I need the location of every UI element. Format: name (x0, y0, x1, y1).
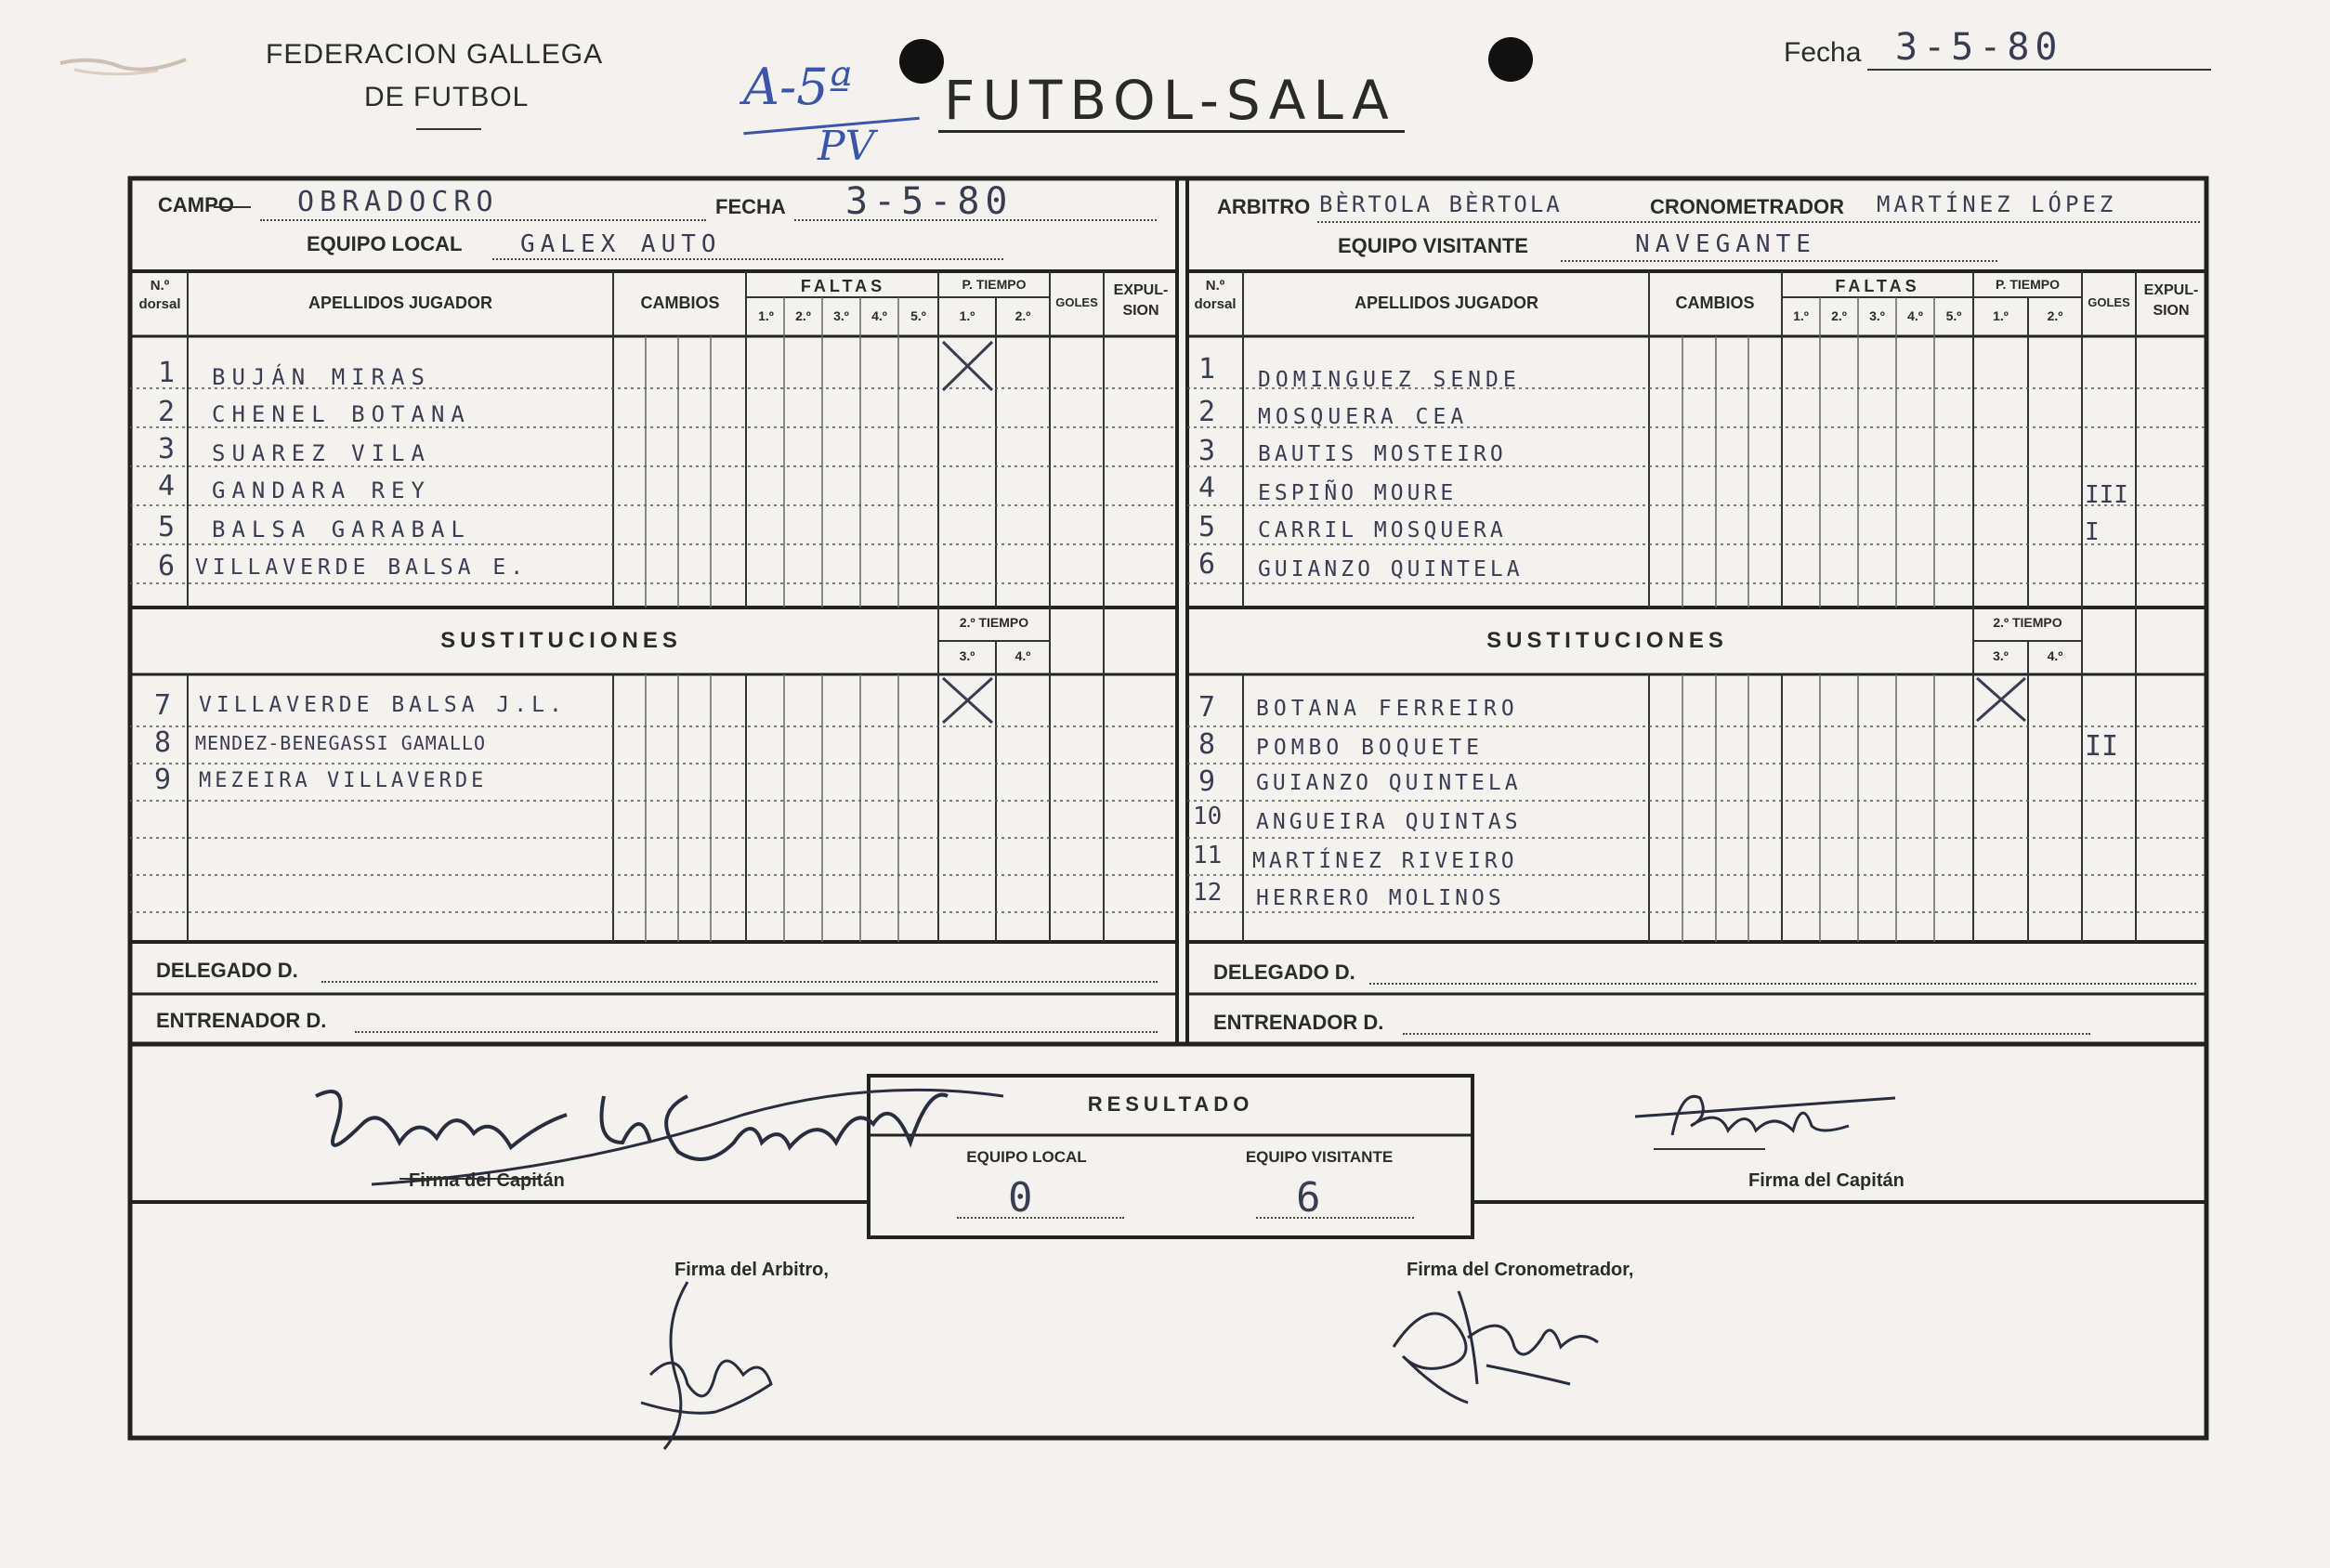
visitor-sub-number: 8 (1198, 728, 1216, 761)
cambios-header-visit: CAMBIOS (1675, 294, 1755, 312)
falta-4-header: 4.º (871, 308, 887, 323)
local-player-number: 6 (158, 550, 176, 582)
local-sub-number: 9 (154, 764, 172, 796)
visitor-sub-number: 7 (1198, 691, 1216, 724)
apellidos-header-visit: APELLIDOS JUGADOR (1354, 294, 1539, 312)
arbitro-value: BÈRTOLA BÈRTOLA (1319, 191, 1563, 217)
ptiempo-header-visit: P. TIEMPO (1996, 277, 2060, 292)
delegado-label-visit: DELEGADO D. (1213, 960, 1355, 984)
local-player-name: BALSA GARABAL (212, 516, 471, 542)
visitor-player-name: DOMINGUEZ SENDE (1258, 368, 1521, 392)
firma-cronometrador-label: Firma del Cronometrador, (1407, 1260, 1634, 1280)
local-sub-name: MENDEZ-BENEGASSI GAMALLO (195, 732, 486, 754)
visitor-player-name: MOSQUERA CEA (1258, 405, 1469, 429)
tiempo-3-header: 3.º (959, 648, 975, 663)
faltas-header: FALTAS (800, 277, 886, 295)
campo-value: OBRADOCRO (297, 186, 499, 218)
goal-tally: I (2085, 518, 2100, 546)
visitor-sub-number: 9 (1198, 765, 1216, 798)
fecha-line (794, 219, 1157, 221)
goles-header: GOLES (1055, 295, 1098, 309)
local-player-number: 1 (158, 357, 176, 389)
local-score: 0 (1008, 1174, 1039, 1222)
tiempo-2-header-visit: 2.º (2047, 308, 2063, 323)
apellidos-header: APELLIDOS JUGADOR (308, 294, 493, 312)
falta-3-header-visit: 3.º (1869, 308, 1885, 323)
equipo-visitante-value: NAVEGANTE (1635, 230, 1816, 258)
tiempo-1-header: 1.º (959, 308, 975, 323)
captain-signature-local (297, 1059, 1022, 1203)
falta-2-header-visit: 2.º (1831, 308, 1847, 323)
visitor-score-line (1256, 1217, 1414, 1219)
captain-signature-visit (1635, 1079, 1895, 1158)
stiempo-header: 2.º TIEMPO (959, 615, 1029, 630)
local-player-name: VILLAVERDE BALSA E. (195, 555, 529, 580)
equipo-local-label: EQUIPO LOCAL (307, 232, 463, 255)
goal-tally: III (2085, 481, 2128, 509)
local-sub-number: 8 (154, 726, 172, 759)
resultado-title: RESULTADO (1087, 1092, 1254, 1116)
equipo-local-line (492, 258, 1003, 260)
visitor-sub-name: MARTÍNEZ RIVEIRO (1252, 849, 1518, 873)
falta-1-header: 1.º (758, 308, 774, 323)
resultado-visit-label: EQUIPO VISITANTE (1245, 1148, 1394, 1166)
entrenador-line (355, 1031, 1158, 1033)
tiempo-4-header-visit: 4.º (2047, 648, 2063, 663)
visitor-sub-number: 10 (1193, 803, 1223, 830)
fecha-top-value: 3-5-80 (1895, 26, 2063, 69)
local-player-name: BUJÁN MIRAS (212, 364, 431, 390)
tiempo-3-header-visit: 3.º (1993, 648, 2009, 663)
visitor-sub-name: BOTANA FERREIRO (1256, 697, 1519, 721)
falta-5-header-visit: 5.º (1945, 308, 1962, 323)
local-sub-name: VILLAVERDE BALSA J.L. (199, 693, 567, 717)
fecha-label: FECHA (715, 195, 786, 218)
local-sub-name: MEZEIRA VILLAVERDE (199, 769, 488, 792)
entrenador-line-visit (1403, 1033, 2090, 1035)
visitor-sub-number: 11 (1193, 842, 1223, 869)
tiempo-4-header: 4.º (1014, 648, 1031, 663)
delegado-line (321, 981, 1158, 983)
equipo-visitante-line (1561, 260, 1997, 262)
falta-4-header-visit: 4.º (1907, 308, 1923, 323)
firma-capitan-visit: Firma del Capitán (1748, 1170, 1905, 1191)
entrenador-label: ENTRENADOR D. (156, 1009, 327, 1032)
dorsal-header-visit: N.º dorsal (1194, 278, 1237, 312)
expulsion-header-visit: EXPUL- SION (2143, 282, 2199, 319)
campo-label: CAMPO (158, 193, 234, 216)
federation-line1: FEDERACION GALLEGA (266, 39, 604, 70)
form-title: FUTBOL-SALA (944, 69, 1396, 132)
visitor-player-name: GUIANZO QUINTELA (1258, 557, 1524, 581)
sustituciones-header-visit: SUSTITUCIONES (1486, 628, 1728, 653)
falta-5-header: 5.º (910, 308, 926, 323)
fecha-top-label: Fecha (1784, 37, 1862, 68)
arbitro-label: ARBITRO (1217, 195, 1311, 218)
campo-line (260, 219, 706, 221)
visitor-sub-name: HERRERO MOLINOS (1256, 886, 1505, 910)
falta-3-header: 3.º (833, 308, 849, 323)
visitor-player-number: 5 (1198, 511, 1216, 543)
falta-1-header-visit: 1.º (1793, 308, 1809, 323)
federation-line2: DE FUTBOL (364, 82, 530, 112)
goles-header-visit: GOLES (2088, 295, 2130, 309)
tiempo-2-header: 2.º (1014, 308, 1031, 323)
visitor-player-number: 3 (1198, 435, 1216, 467)
tiempo-1-header-visit: 1.º (1993, 308, 2009, 323)
ptiempo-header: P. TIEMPO (962, 277, 1027, 292)
captain-signature-line-visit (1654, 1148, 1765, 1150)
equipo-local-value: GALEX AUTO (520, 230, 722, 258)
annotation-bottom: PV (818, 123, 875, 170)
timekeeper-signature (1384, 1273, 1607, 1426)
visitor-player-number: 4 (1198, 472, 1216, 504)
local-sub-number: 7 (154, 689, 172, 722)
local-score-line (957, 1217, 1124, 1219)
visitor-player-name: CARRIL MOSQUERA (1258, 518, 1507, 542)
dorsal-header: N.º dorsal (138, 278, 181, 312)
visitor-sub-name: POMBO BOQUETE (1256, 736, 1485, 760)
visitor-player-name: BAUTIS MOSTEIRO (1258, 442, 1507, 466)
visitor-score: 6 (1296, 1174, 1327, 1222)
local-player-name: GANDARA REY (212, 477, 431, 503)
delegado-line-visit (1369, 983, 2196, 985)
local-player-number: 2 (158, 396, 176, 428)
annotation-top: A-5ª (743, 58, 853, 116)
delegado-label: DELEGADO D. (156, 959, 298, 982)
sustituciones-header: SUSTITUCIONES (440, 628, 682, 653)
local-player-name: SUAREZ VILA (212, 440, 431, 466)
resultado-local-label: EQUIPO LOCAL (966, 1148, 1087, 1166)
arbitro-line (1317, 221, 2200, 223)
cronometrador-value: MARTÍNEZ LÓPEZ (1877, 191, 2117, 217)
fecha-value: 3-5-80 (845, 180, 1014, 223)
visitor-player-name: ESPIÑO MOURE (1258, 481, 1458, 505)
entrenador-label-visit: ENTRENADOR D. (1213, 1011, 1384, 1034)
falta-2-header: 2.º (795, 308, 811, 323)
visitor-sub-name: GUIANZO QUINTELA (1256, 771, 1522, 795)
visitor-player-number: 1 (1198, 353, 1216, 385)
expulsion-header: EXPUL- SION (1113, 282, 1169, 319)
equipo-visitante-label: EQUIPO VISITANTE (1338, 234, 1528, 257)
local-player-name: CHENEL BOTANA (212, 401, 471, 427)
visitor-player-number: 2 (1198, 396, 1216, 428)
cambios-header: CAMBIOS (640, 294, 720, 312)
local-player-number: 4 (158, 470, 176, 503)
stiempo-header-visit: 2.º TIEMPO (1993, 615, 2062, 630)
faltas-header-visit: FALTAS (1835, 277, 1920, 295)
local-player-number: 3 (158, 433, 176, 465)
referee-signature (622, 1273, 808, 1463)
cronometrador-label: CRONOMETRADOR (1650, 195, 1844, 218)
firma-arbitro-label: Firma del Arbitro, (674, 1260, 829, 1280)
firma-capitan-local: Firma del Capitán (409, 1170, 565, 1191)
local-player-number: 5 (158, 511, 176, 543)
visitor-sub-name: ANGUEIRA QUINTAS (1256, 810, 1522, 834)
goal-tally: II (2085, 730, 2119, 763)
visitor-sub-number: 12 (1193, 879, 1223, 907)
visitor-player-number: 6 (1198, 548, 1216, 581)
campo-strike (214, 206, 251, 208)
